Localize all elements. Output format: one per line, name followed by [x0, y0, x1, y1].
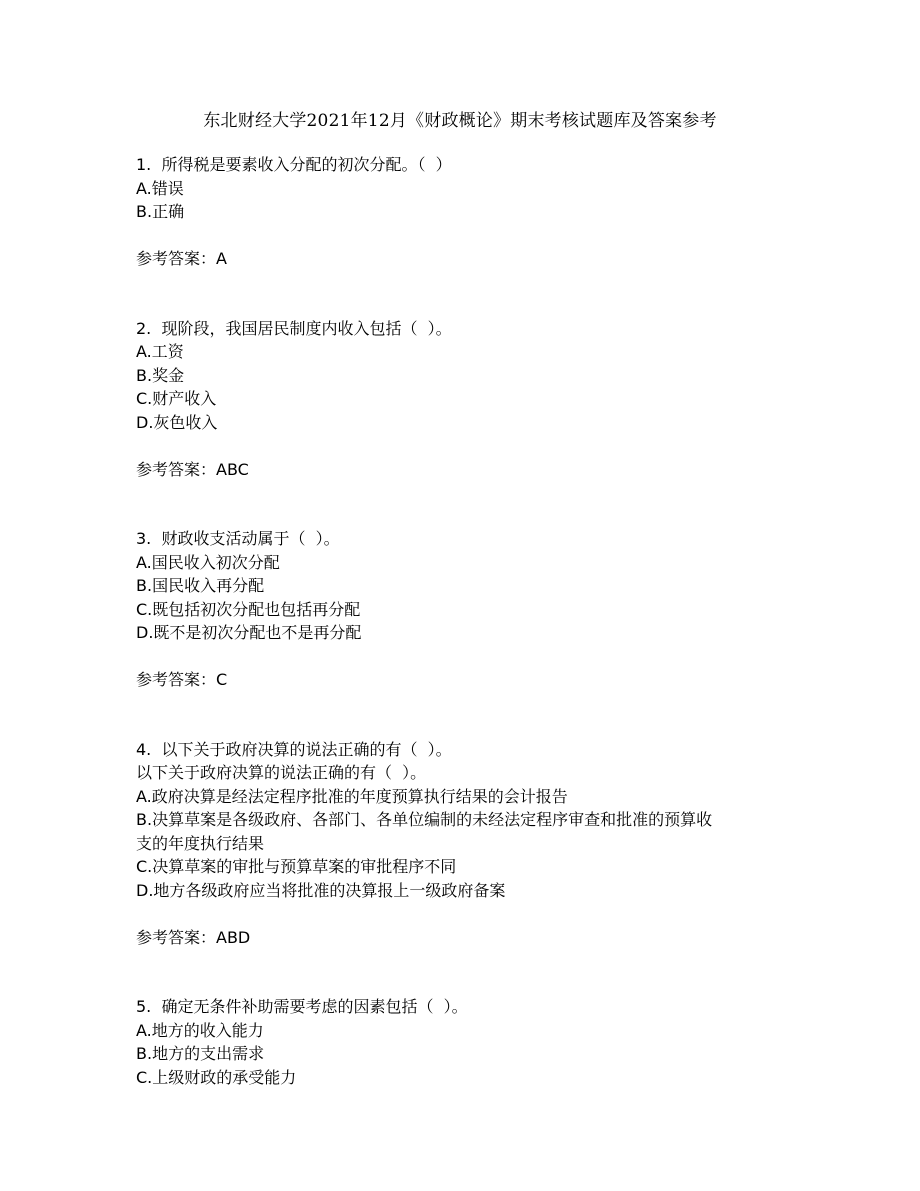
- option-b-continued: 支的年度执行结果: [136, 833, 265, 853]
- spacer: [136, 692, 796, 738]
- question-list: [136, 153, 796, 1089]
- option-c: C.财产收入: [136, 389, 217, 408]
- question-stem: 2. 现阶段，我国居民制度内收入包括（ ）。: [136, 318, 452, 338]
- option-b: B.奖金: [136, 365, 185, 385]
- option-list: [136, 340, 796, 434]
- option-a: A.国民收入初次分配: [136, 552, 280, 572]
- question-2: [136, 317, 796, 482]
- option-list: [136, 785, 796, 903]
- spacer: [136, 949, 796, 995]
- answer-reference: 参考答案：ABC: [136, 459, 249, 479]
- option-b: B.决算草案是各级政府、各部门、各单位编制的未经法定程序审查和批准的预算收: [136, 810, 713, 829]
- question-stem: 4. 以下关于政府决算的说法正确的有（ ）。: [136, 739, 452, 759]
- question-4: [136, 738, 796, 950]
- question-stem: 5. 确定无条件补助需要考虑的因素包括（ ）。: [136, 997, 468, 1016]
- document-title: 东北财经大学2021年12月《财政概论》期末考核试题库及答案参考: [203, 111, 717, 131]
- answer-reference: 参考答案：A: [136, 249, 227, 268]
- option-a: A.政府决算是经法定程序批准的年度预算执行结果的会计报告: [136, 786, 568, 806]
- question-5: [136, 995, 796, 1089]
- option-list: [136, 177, 796, 224]
- option-a: A.错误: [136, 178, 184, 198]
- spacer: [136, 271, 796, 317]
- question-stem: 1. 所得税是要素收入分配的初次分配。（ ）: [136, 155, 452, 174]
- spacer: [136, 481, 796, 527]
- option-d: D.地方各级政府应当将批准的决算报上一级政府备案: [136, 880, 506, 900]
- option-c: C.决算草案的审批与预算草案的审批程序不同: [136, 857, 457, 876]
- option-b: B.国民收入再分配: [136, 576, 265, 595]
- option-b: B.地方的支出需求: [136, 1044, 265, 1063]
- answer-reference: 参考答案：ABD: [136, 927, 251, 947]
- option-b: B.正确: [136, 202, 185, 221]
- answer-reference: 参考答案：C: [136, 670, 228, 689]
- question-stem-repeat: 以下关于政府决算的说法正确的有（ ）。: [136, 763, 427, 782]
- option-c: C.上级财政的承受能力: [136, 1067, 297, 1087]
- option-c: C.既包括初次分配也包括再分配: [136, 599, 361, 619]
- option-d: D.既不是初次分配也不是再分配: [136, 623, 362, 642]
- question-stem: 3. 财政收支活动属于（ ）。: [136, 529, 340, 548]
- question-1: [136, 153, 796, 271]
- option-d: D.灰色收入: [136, 412, 218, 432]
- option-list: [136, 1019, 796, 1090]
- option-a: A.工资: [136, 342, 184, 361]
- option-a: A.地方的收入能力: [136, 1020, 264, 1040]
- option-list: [136, 551, 796, 645]
- question-3: [136, 527, 796, 692]
